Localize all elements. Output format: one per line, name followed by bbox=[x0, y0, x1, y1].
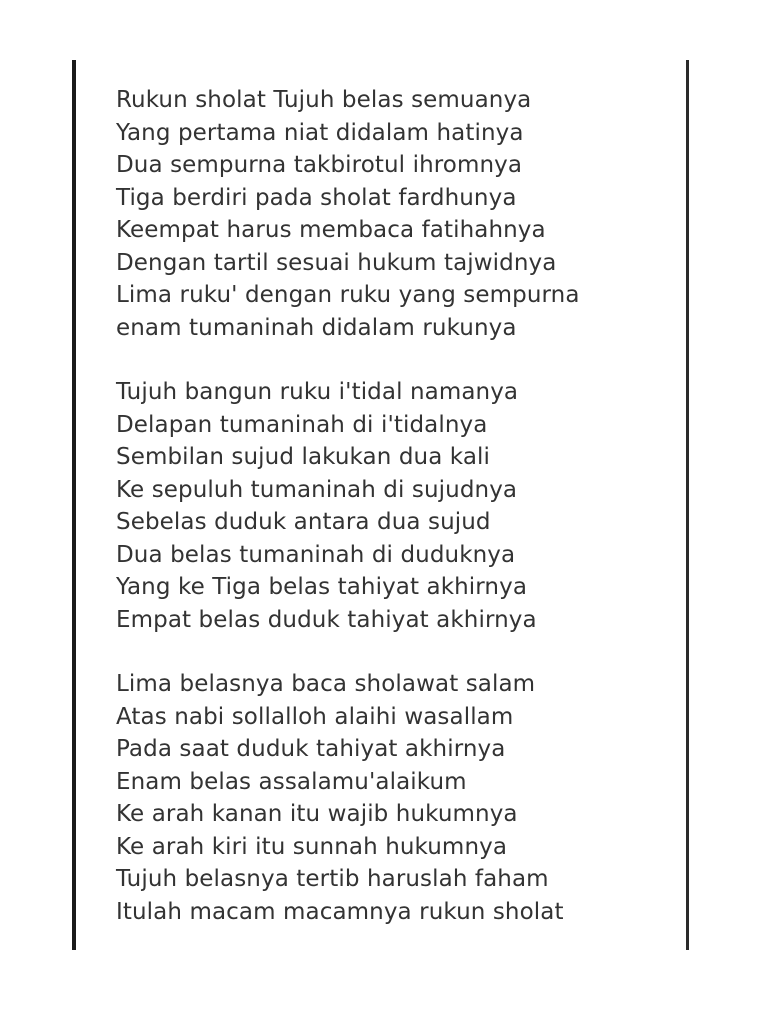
stanza-3 bbox=[116, 668, 676, 928]
poem-line: Tujuh belasnya tertib haruslah faham bbox=[116, 866, 549, 892]
stanza-1 bbox=[116, 84, 676, 344]
poem-line: Rukun sholat Tujuh belas semuanya bbox=[116, 87, 532, 113]
poem-line: Lima belasnya baca sholawat salam bbox=[116, 671, 536, 697]
poem-line: Ke arah kiri itu sunnah hukumnya bbox=[116, 833, 508, 860]
poem-line: Sebelas duduk antara dua sujud bbox=[116, 509, 491, 535]
poem-line: Sembilan sujud lakukan dua kali bbox=[116, 444, 490, 470]
poem-line: Yang ke Tiga belas tahiyat akhirnya bbox=[116, 574, 528, 600]
poem-line: Delapan tumaninah di i'tidalnya bbox=[116, 411, 488, 438]
poem-line: Empat belas duduk tahiyat akhirnya bbox=[116, 606, 537, 633]
left-border-line bbox=[72, 60, 76, 950]
poem-line: Tiga berdiri pada sholat fardhunya bbox=[116, 184, 517, 211]
poem-line: Lima ruku' dengan ruku yang sempurna bbox=[116, 282, 580, 308]
poem-line: Atas nabi sollalloh alaihi wasallam bbox=[116, 703, 514, 730]
poem-line: Tujuh bangun ruku i'tidal namanya bbox=[116, 379, 519, 405]
poem-line: Pada saat duduk tahiyat akhirnya bbox=[116, 736, 506, 762]
poem-line: Dua belas tumaninah di duduknya bbox=[116, 541, 516, 568]
poem-line: Itulah macam macamnya rukun sholat bbox=[116, 898, 564, 925]
poem-line: Dua sempurna takbirotul ihromnya bbox=[116, 152, 523, 178]
right-border-line bbox=[686, 60, 689, 950]
stanza-2 bbox=[116, 376, 676, 636]
poem-line: Ke arah kanan itu wajib hukumnya bbox=[116, 801, 518, 827]
poem-line: Keempat harus membaca fatihahnya bbox=[116, 217, 546, 243]
poem-line: Enam belas assalamu'alaikum bbox=[116, 768, 467, 795]
poem-line: enam tumaninah didalam rukunya bbox=[116, 314, 517, 341]
poem-line: Dengan tartil sesuai hukum tajwidnya bbox=[116, 249, 557, 276]
poem-text bbox=[116, 84, 676, 960]
poem-line: Yang pertama niat didalam hatinya bbox=[116, 119, 524, 146]
poem-line: Ke sepuluh tumaninah di sujudnya bbox=[116, 476, 518, 503]
